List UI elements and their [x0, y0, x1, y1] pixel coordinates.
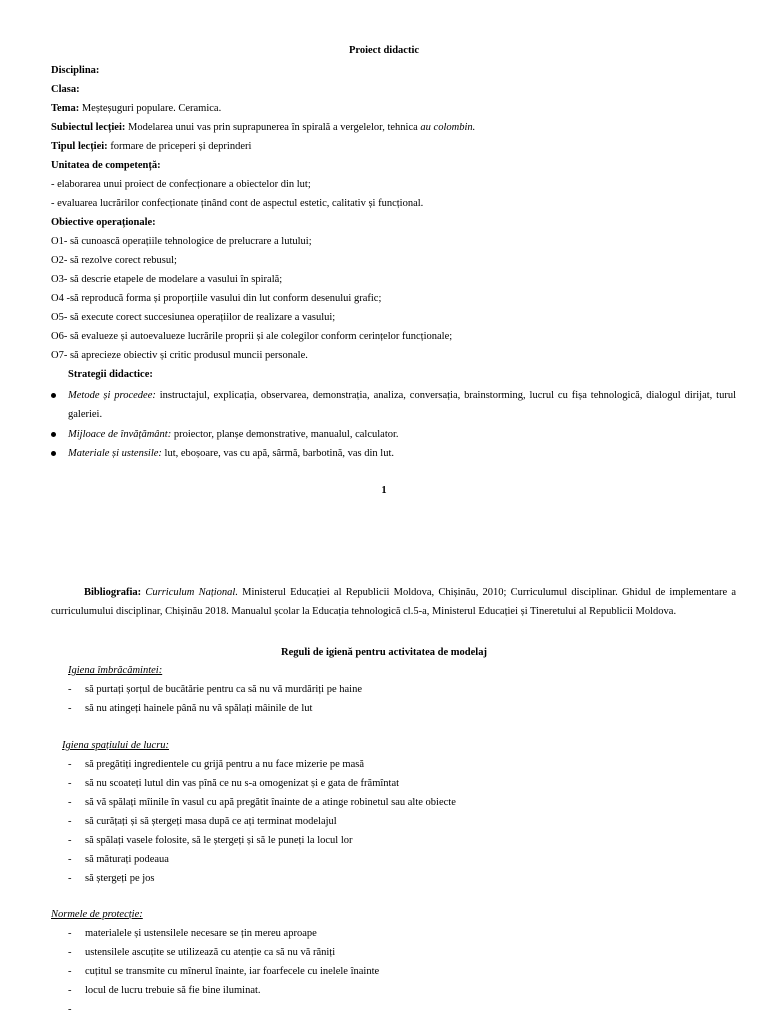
unitatea-item: - elaborarea unui proiect de confecționare a obiectelor din lut; — [51, 179, 311, 190]
dash-marker: - — [68, 985, 72, 996]
rule-item: să ștergeți pe jos — [85, 873, 155, 884]
rule-item: materialele și ustensilele necesare se țin mereu aproape — [85, 928, 317, 939]
igiena-spatiului-label: Igiena spațiului de lucru: — [62, 740, 170, 751]
tipul-line: Tipul lecției: formare de priceperi și deprinderi — [51, 141, 252, 152]
obiective-label: Obiective operaționale: — [51, 217, 156, 228]
bullet-icon — [51, 393, 56, 398]
obiectiv-item: O1- să cunoască operațiile tehnologice de prelucrare a lutului; — [51, 236, 312, 247]
dash-marker: - — [68, 1004, 72, 1015]
normele-label: Normele de protecție: — [51, 909, 143, 920]
tema-line: Tema: Meșteșuguri populare. Ceramica. — [51, 103, 222, 114]
bibliografia: Bibliografia: Curriculum Național. Ministerul Educației al Republicii Moldova, Chișinău, 2010; Curriculumul disciplinar. Ghidul de implementare a curriculumului disciplinar, Chișinău 2018. Manualul școlar la Educația tehnologică cl.5-a, Ministerul Educației și Tineretului al Republicii Moldova. — [51, 587, 737, 617]
strategie-item: Metode și procedee: instructajul, explicația, observarea, demonstrația, analiza, conversația, brainstorming, lucrul cu fișa tehnologică, dialogul dirijat, turul galeriei. — [68, 390, 737, 420]
dash-marker: - — [68, 873, 72, 884]
dash-marker: - — [68, 778, 72, 789]
rule-item: să vă spălați mîinile în vasul cu apă pregătit înainte de a atinge robinetul sau alte obiecte — [85, 797, 456, 808]
rule-item: să măturați podeaua — [85, 854, 169, 865]
dash-marker: - — [68, 684, 72, 695]
dash-marker: - — [68, 816, 72, 827]
obiectiv-item: O5- să execute corect succesiunea operațiilor de realizare a vasului; — [51, 312, 336, 323]
obiectiv-item: O3- să descrie etapele de modelare a vasului în spirală; — [51, 274, 283, 285]
dash-marker: - — [68, 928, 72, 939]
dash-marker: - — [68, 854, 72, 865]
strategii-label: Strategii didactice: — [68, 369, 153, 380]
dash-marker: - — [68, 835, 72, 846]
page-title: Proiect didactic — [348, 45, 420, 56]
obiectiv-item: O6- să evalueze și autoevalueze lucrările proprii și ale colegilor conform cerințelor funcționale; — [51, 331, 453, 342]
rule-item: să spălați vasele folosite, să le ștergeți și să le puneți la locul lor — [85, 835, 353, 846]
strategie-item: Materiale și ustensile: lut, eboșoare, vas cu apă, sârmă, barbotină, vas din lut. — [68, 448, 395, 459]
unitatea-label: Unitatea de competență: — [51, 160, 161, 171]
dash-marker: - — [68, 966, 72, 977]
rule-item: să nu atingeți hainele până nu vă spălați mâinile de lut — [85, 703, 313, 714]
obiectiv-item: O7- să aprecieze obiectiv și critic produsul muncii personale. — [51, 350, 308, 361]
reguli-title: Reguli de igienă pentru activitatea de modelaj — [281, 647, 487, 658]
bullet-icon — [51, 432, 56, 437]
obiectiv-item: O4 -să reproducă forma și proporțiile vasului din lut conform desenului grafic; — [51, 293, 382, 304]
unitatea-item: - evaluarea lucrărilor confecționate ținând cont de aspectul estetic, calitativ și funcțional. — [51, 198, 424, 209]
rule-item: locul de lucru trebuie să fie bine iluminat. — [85, 985, 261, 996]
rule-item: să purtați șorțul de bucătărie pentru ca să nu vă murdăriți pe haine — [85, 684, 362, 695]
page-number: 1 — [381, 485, 387, 496]
dash-marker: - — [68, 759, 72, 770]
igiena-imbracamintei-label: Igiena îmbrăcămintei: — [68, 665, 163, 676]
rule-item: să curățați și să ștergeți masa după ce ați terminat modelajul — [85, 816, 337, 827]
obiectiv-item: O2- să rezolve corect rebusul; — [51, 255, 177, 266]
bullet-icon — [51, 451, 56, 456]
rule-item: ustensilele ascuțite se utilizează cu atenție ca să nu vă răniți — [85, 947, 336, 958]
subiect-line: Subiectul lecției: Modelarea unui vas prin suprapunerea în spirală a vergelelor, tehnica au colombin. — [51, 122, 476, 133]
strategie-item: Mijloace de învățământ: proiector, planșe demonstrative, manualul, calculator. — [68, 429, 399, 440]
dash-marker: - — [68, 797, 72, 808]
rule-item: să pregătiți ingredientele cu grijă pentru a nu face mizerie pe masă — [85, 759, 364, 770]
rule-item: cuțitul se transmite cu mînerul înainte, iar foarfecele cu inelele înainte — [85, 966, 380, 977]
dash-marker: - — [68, 703, 72, 714]
disciplina-label: Disciplina: — [51, 65, 100, 76]
clasa-label: Clasa: — [51, 84, 80, 95]
dash-marker: - — [68, 947, 72, 958]
rule-item: să nu scoateți lutul din vas pînă ce nu s-a omogenizat și e gata de frămîntat — [85, 778, 400, 789]
